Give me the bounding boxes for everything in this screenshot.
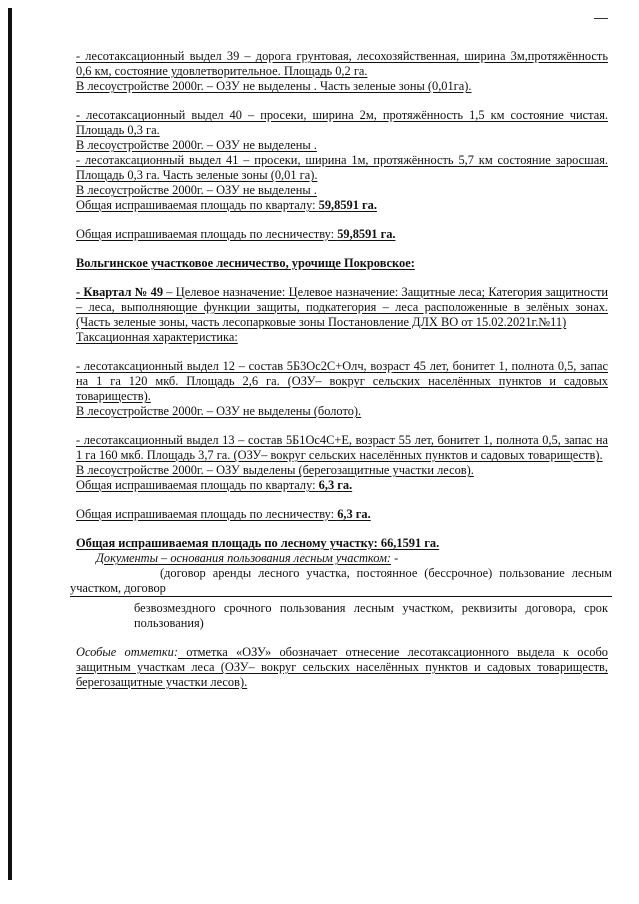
documents-label: Документы – основания пользования лесным участком: - [96,551,399,565]
block4-total: Общая испрашиваемая площадь по кварталу: 6,3 га. [76,478,353,492]
section-title: Вольгинское участковое лесничество, урочище Покровское: [76,256,415,270]
forestry-total-1: Общая испрашиваемая площадь по лесничеству: 59,8591 га. [76,227,396,241]
block2-line2: В лесоустройстве 2000г. – ОЗУ не выделены . [76,138,317,152]
special-notes: Особые отметки: отметка «ОЗУ» обозначает отнесение лесотаксационного выдела к особо защитным участкам леса (ОЗУ– вокруг сельских населённых пунктов и садовых товариществ, берегозащитные участки лесов). [76,645,608,689]
documents-line-2: безвозмездного срочного пользования лесным участком, реквизиты договора, срок пользования) [134,601,608,630]
block1-line1: - лесотаксационный выдел 39 – дорога грунтовая, лесохозяйственная, ширина 3м,протяжённость 0,6 км, состояние удовлетворительное. Площадь 0,2 га. [76,49,608,78]
block3-line1: - лесотаксационный выдел 12 – состав 5Б3Ос2С+Олч, возраст 45 лет, бонитет 1, полнота 0,5, запас на 1 га 120 мкб. Площадь 2,6 га. (ОЗУ– вокруг сельских населённых пунктов и садовых товариществ). [76,359,608,403]
documents-line-1: (договор аренды лесного участка, постоянное (бессрочное) пользование лесным участком, договор [70,566,612,595]
kvartal-49-description: - Квартал № 49 – Целевое назначение: Целевое назначение: Защитные леса; Категория защитности – леса, выполняющие функции защиты, подкатегория – леса расположенные в зелёных зонах. (Часть зеленые зоны, часть лесопарковые зоны Постановление ДЛХ ВО от 15.02.2021г.№11) [76,285,608,329]
forestry-total-2: Общая испрашиваемая площадь по лесничеству: 6,3 га. [76,507,371,521]
block3-line2: В лесоустройстве 2000г. – ОЗУ не выделены (болото). [76,404,362,418]
block2-line4: В лесоустройстве 2000г. – ОЗУ не выделены . [76,183,317,197]
top-dash-mark [594,18,608,19]
block2-line3: - лесотаксационный выдел 41 – просеки, ширина 1м, протяжённость 5,7 км состояние заросшая. Площадь 0,3 га. Часть зеленые зоны (0,01 га). [76,153,608,182]
taxation-heading: Таксационная характеристика: [76,330,238,344]
document-body [70,49,612,690]
block4-line1: - лесотаксационный выдел 13 – состав 5Б1Ос4С+Е, возраст 55 лет, бонитет 1, полнота 0,5, запас на 1 га 160 мкб. Площадь 3,7 га. (ОЗУ– вокруг сельских населённых пунктов и садовых товариществ). [76,433,608,462]
block2-line1: - лесотаксационный выдел 40 – просеки, ширина 2м, протяжённость 1,5 км состояние чистая. Площадь 0,3 га. [76,108,608,137]
block2-total: Общая испрашиваемая площадь по кварталу: 59,8591 га. [76,198,377,212]
left-border-line [8,8,12,880]
plot-total: Общая испрашиваемая площадь по лесному участку: 66,1591 га. [76,536,440,550]
block1-line2: В лесоустройстве 2000г. – ОЗУ не выделены . Часть зеленые зоны (0,01га). [76,79,472,93]
block4-line2: В лесоустройстве 2000г. – ОЗУ выделены (берегозащитные участки лесов). [76,463,474,477]
